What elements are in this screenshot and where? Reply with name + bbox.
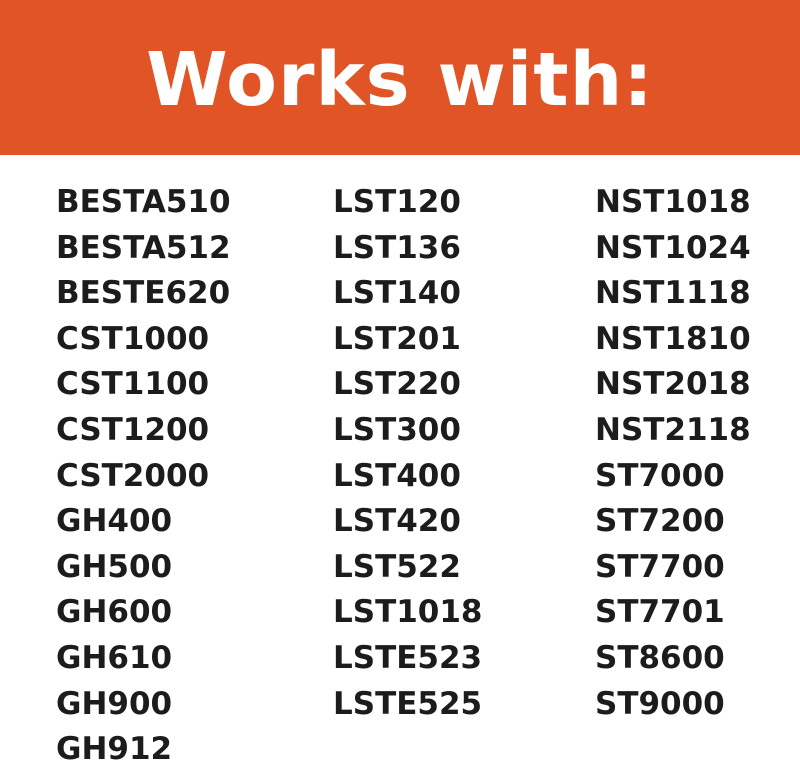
header-banner bbox=[0, 0, 800, 155]
model-item: CST1000 bbox=[56, 320, 210, 357]
model-item: LST120 bbox=[333, 184, 461, 220]
model-item: CST2000 bbox=[56, 457, 210, 494]
model-item: LST220 bbox=[333, 366, 461, 403]
model-item: ST7200 bbox=[595, 503, 725, 540]
model-item: LSTE523 bbox=[333, 639, 483, 676]
banner-title: Works with: bbox=[146, 37, 654, 123]
model-item: NST1018 bbox=[595, 184, 751, 220]
model-item: NST2018 bbox=[595, 366, 751, 403]
model-item: BESTA512 bbox=[56, 229, 231, 266]
model-item: LST1018 bbox=[333, 594, 483, 631]
model-column-2 bbox=[333, 180, 483, 727]
model-item: ST9000 bbox=[595, 685, 725, 722]
model-item: ST7701 bbox=[595, 594, 725, 631]
model-item: NST1810 bbox=[595, 320, 751, 357]
model-item: GH600 bbox=[56, 594, 173, 631]
model-item: NST1024 bbox=[595, 229, 751, 266]
model-item: LSTE525 bbox=[333, 685, 483, 722]
model-item: GH912 bbox=[56, 731, 173, 768]
model-item: BESTE620 bbox=[56, 275, 231, 312]
model-item: LST300 bbox=[333, 411, 461, 448]
model-item: GH500 bbox=[56, 548, 173, 585]
model-column-3 bbox=[595, 180, 751, 727]
model-item: LST201 bbox=[333, 320, 461, 357]
model-item: NST2118 bbox=[595, 411, 751, 448]
model-column-1 bbox=[56, 180, 231, 773]
model-item: BESTA510 bbox=[56, 184, 231, 220]
model-item: CST1200 bbox=[56, 411, 210, 448]
model-item: ST7700 bbox=[595, 548, 725, 585]
model-item: ST8600 bbox=[595, 639, 725, 676]
model-item: GH400 bbox=[56, 503, 173, 540]
model-item: GH900 bbox=[56, 685, 173, 722]
model-item: ST7000 bbox=[595, 457, 725, 494]
model-item: LST140 bbox=[333, 275, 461, 312]
model-item: GH610 bbox=[56, 639, 173, 676]
model-item: NST1118 bbox=[595, 275, 751, 312]
model-item: LST400 bbox=[333, 457, 461, 494]
model-item: CST1100 bbox=[56, 366, 210, 403]
model-item: LST522 bbox=[333, 548, 461, 585]
model-item: LST420 bbox=[333, 503, 461, 540]
model-item: LST136 bbox=[333, 229, 461, 266]
